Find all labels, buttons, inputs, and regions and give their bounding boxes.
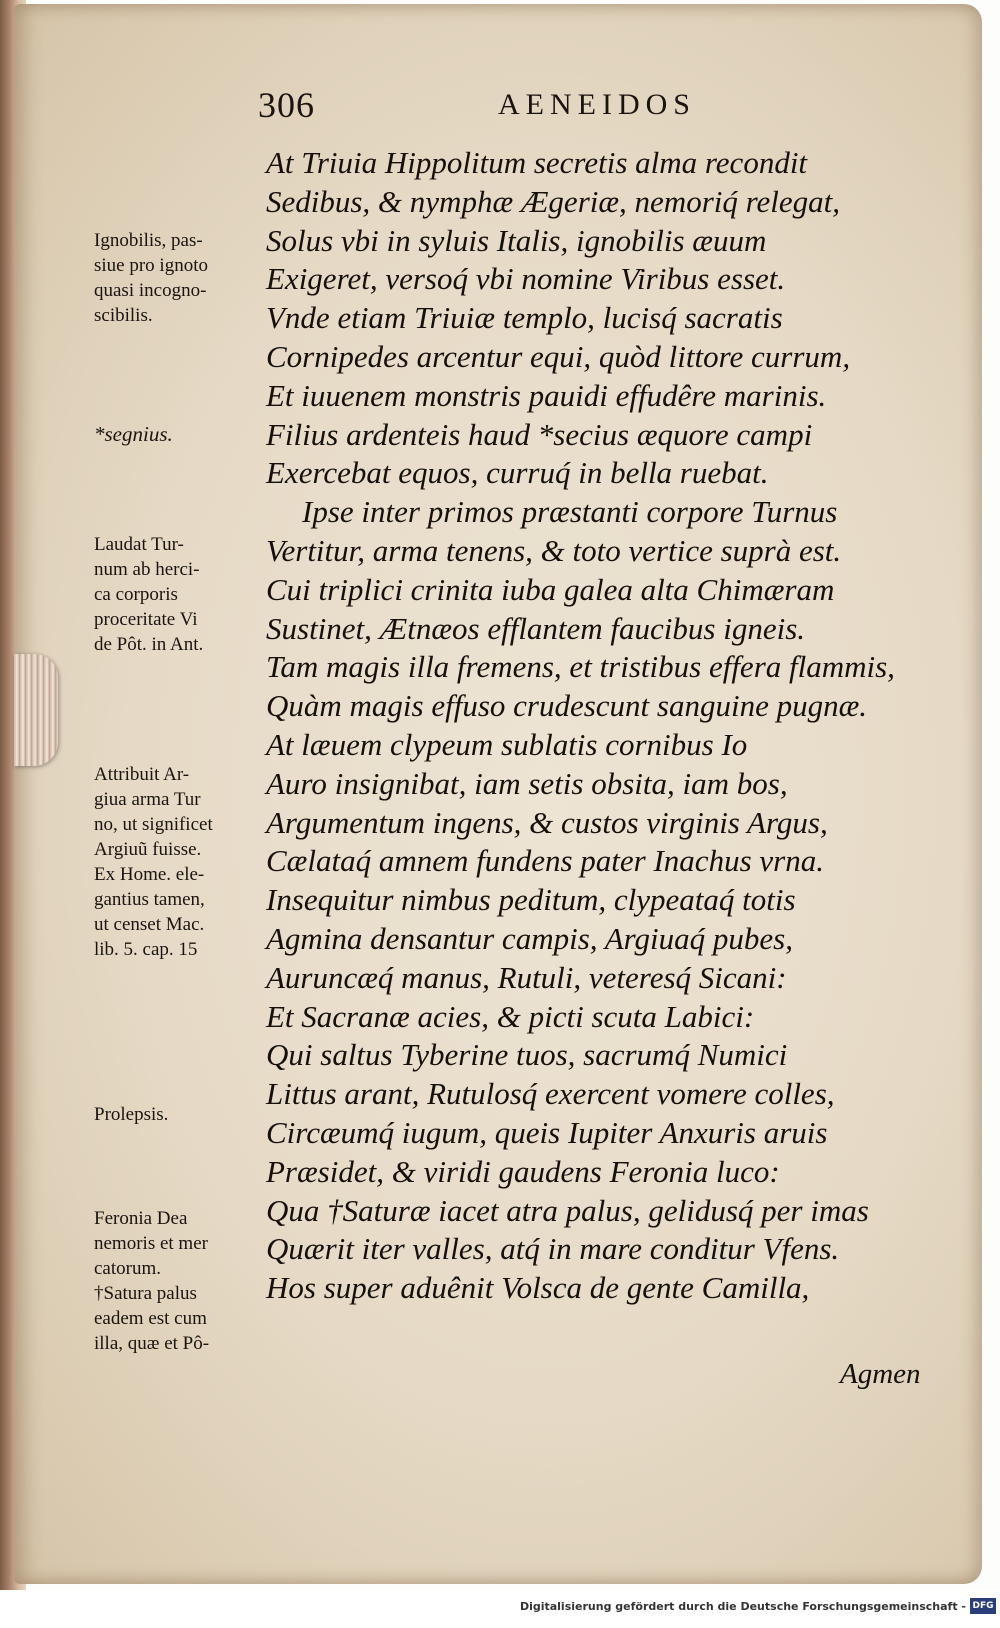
- verse-line: Exercebat equos, curruq́ in bella ruebat.: [266, 455, 769, 491]
- page-number: 306: [258, 85, 315, 125]
- verse-line: Quàm magis effuso crudescunt sanguine pugnæ.: [266, 688, 868, 724]
- margin-note: *segnius.: [94, 422, 173, 446]
- margin-note: Prolepsis.: [94, 1104, 169, 1125]
- verse-line: Cælataq́ amnem fundens pater Inachus vrna.: [266, 843, 824, 879]
- verse-line: Quærit iter valles, atq́ in mare conditur Vfens.: [266, 1231, 840, 1267]
- page-tab-marker: [14, 654, 58, 766]
- margin-note: Attribuit Ar- giua arma Tur no, ut significet Argiuũ fuisse. Ex Home. ele- gantius tamen, ut censet Mac. lib. 5. cap. 15: [94, 764, 213, 960]
- verse-line: Filius ardenteis haud *secius æquore campi: [266, 416, 813, 452]
- verse-line: Cornipedes arcentur equi, quòd littore currum,: [266, 338, 851, 374]
- verse-line: Tam magis illa fremens, et tristibus effera flammis,: [266, 649, 895, 685]
- catchword: Agmen: [840, 1358, 921, 1390]
- verse-line: Ipse inter primos præstanti corpore Turnus: [302, 494, 838, 530]
- verse-line: At Triuia Hippolitum secretis alma recondit: [266, 145, 808, 180]
- verse-line: Et Sacranæ acies, & picti scuta Labici:: [266, 998, 755, 1034]
- verse-line: Cui triplici crinita iuba galea alta Chimæram: [266, 571, 835, 607]
- verse-line: Circæumq́ iugum, queis Iupiter Anxuris aruis: [266, 1114, 828, 1150]
- verse-line: Vertitur, arma tenens, & toto vertice suprà est.: [266, 532, 842, 568]
- running-title: AENEIDOS: [498, 88, 696, 121]
- verse-line: Exigeret, versoq́ vbi nomine Viribus esset.: [266, 261, 786, 297]
- page-header: [258, 84, 758, 124]
- verse-line: Auro insignibat, iam setis obsita, iam bos,: [266, 765, 788, 801]
- verse-line: Et iuuenem monstris pauidi effudêre marinis.: [266, 377, 827, 413]
- verse-line: Solus vbi in syluis Italis, ignobilis æuum: [266, 222, 767, 258]
- verse-line: Agmina densantur campis, Argiuaq́ pubes,: [266, 920, 793, 956]
- digitization-footer: [0, 1590, 1000, 1628]
- verse-line: Argumentum ingens, & custos virginis Argus,: [266, 804, 828, 840]
- verse-line: At læuem clypeum sublatis cornibus Io: [266, 726, 748, 762]
- verse-line: Qua †Saturæ iacet atra palus, gelidusq́ per imas: [266, 1192, 869, 1228]
- verse-line: Præsidet, & viridi gaudens Feronia luco:: [266, 1153, 780, 1189]
- verse-line: Vnde etiam Triuiæ templo, lucisq́ sacratis: [266, 300, 783, 336]
- dfg-logo: DFG: [970, 1598, 996, 1614]
- verse-line: Hos super aduênit Volsca de gente Camilla,: [266, 1270, 810, 1306]
- margin-note: Feronia Dea nemoris et mer catorum. †Satura palus eadem est cum illa, quæ et Pô-: [94, 1208, 210, 1354]
- funding-credit: Digitalisierung gefördert durch die Deutsche Forschungsgemeinschaft -: [519, 1600, 966, 1613]
- verse-line: Sustinet, Ætnæos efflantem faucibus igneis.: [266, 610, 806, 646]
- verse-line: Sedibus, & nymphæ Ægeriæ, nemoriq́ relegat,: [266, 183, 841, 219]
- margin-note: Ignobilis, pas- siue pro ignoto quasi incogno- scibilis.: [94, 230, 208, 326]
- verse-line: Littus arant, Rutulosq́ exercent vomere colles,: [266, 1076, 835, 1112]
- verse-line: Insequitur nimbus peditum, clypeataq́ totis: [266, 882, 796, 918]
- verse-line: Auruncæq́ manus, Rutuli, veteresq́ Sicani:: [266, 959, 787, 995]
- verse-text: [266, 144, 966, 1308]
- margin-note: Laudat Tur- num ab herci- ca corporis proceritate Vi de Pôt. in Ant.: [94, 534, 204, 655]
- verse-line: Qui saltus Tyberine tuos, sacrumq́ Numici: [266, 1037, 788, 1073]
